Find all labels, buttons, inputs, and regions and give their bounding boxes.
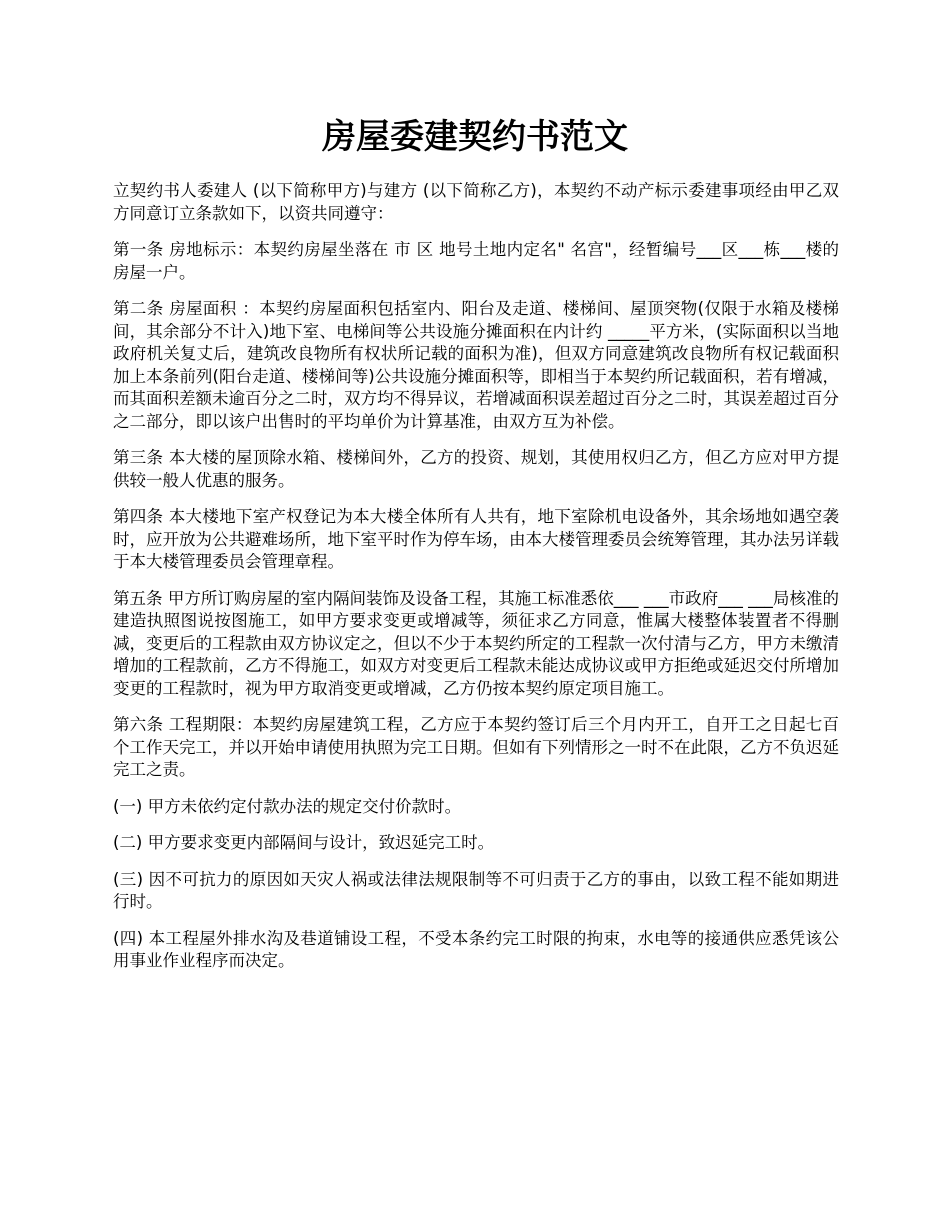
paragraph-article-1: 第一条 房地标示：本契约房屋坐落在 市 区 地号土地内定名" 名宫"，经暂编号___区___栋___楼的房屋一户。 [113, 240, 839, 282]
document-body [113, 180, 839, 987]
paragraph-item-1: (一) 甲方未依约定付款办法的规定交付价款时。 [113, 796, 462, 816]
paragraph-article-4: 第四条 本大楼地下室产权登记为本大楼全体所有人共有，地下室除机电设备外，其余场地如遇空袭时，应开放为公共避难场所，地下室平时作为停车场，由本大楼管理委员会统筹管理，其办法另详载于本大楼管理委员会管理章程。 [113, 507, 839, 571]
paragraph-article-6: 第六条 工程期限：本契约房屋建筑工程，乙方应于本契约签订后三个月内开工，自开工之日起七百个工作天完工，并以开始申请使用执照为完工日期。但如有下列情形之一时不在此限，乙方不负迟延完工之责。 [113, 715, 839, 779]
document-title: 房屋委建契约书范文 [322, 117, 628, 157]
paragraph-item-2: (二) 甲方要求变更内部隔间与设计，致迟延完工时。 [113, 833, 495, 852]
paragraph-preamble: 立契约书人委建人 (以下简称甲方)与建方 (以下简称乙方)，本契约不动产标示委建事项经由甲乙双方同意订立条款如下，以资共同遵守： [113, 181, 839, 223]
paragraph-article-3: 第三条 本大楼的屋顶除水箱、楼梯间外，乙方的投资、规划，其使用权归乙方，但乙方应对甲方提供较一般人优惠的服务。 [113, 448, 839, 490]
paragraph-article-5: 第五条 甲方所订购房屋的室内隔间装饰及设备工程，其施工标准悉依___ ___市政府___ ___局核准的建造执照图说按图施工，如甲方要求变更或增减等，须征求乙方同意，惟属大楼整体装置者不得删减，变更后的工程款由双方协议定之，但以不少于本契约所定的工程款一次付清与乙方，甲方未缴清增加的工程款前，乙方不得施工，如双方对变更后工程款未能达成协议或甲方拒绝或延迟交付所增加变更的工程款时，视为甲方取消变更或增减，乙方仍按本契约原定项目施工。 [113, 588, 839, 698]
paragraph-article-2: 第二条 房屋面积 ：本契约房屋面积包括室内、阳台及走道、楼梯间、屋顶突物(仅限于水箱及楼梯间，其余部分不计入)地下室、电梯间等公共设施分摊面积在内计约 _____平方米，(实际面积以当地政府机关复丈后，建筑改良物所有权状所记载的面积为准)，但双方同意建筑改良物所有权记载面积加上本条前列(阳台走道、楼梯间等)公共设施分摊面积等，即相当于本契约所记载面积，若有增减，而其面积差额未逾百分之二时，双方均不得异议，若增减面积误差超过百分之二时，其误差超过百分之二部分，即以该户出售时的平均单价为计算基准，由双方互为补偿。 [113, 299, 839, 431]
paragraph-item-4: (四) 本工程屋外排水沟及巷道铺设工程，不受本条约完工时限的拘束，水电等的接通供应悉凭该公用事业作业程序而决定。 [113, 928, 839, 970]
paragraph-item-3: (三) 因不可抗力的原因如天灾人祸或法律法规限制等不可归责于乙方的事由，以致工程不能如期进行时。 [113, 869, 839, 911]
